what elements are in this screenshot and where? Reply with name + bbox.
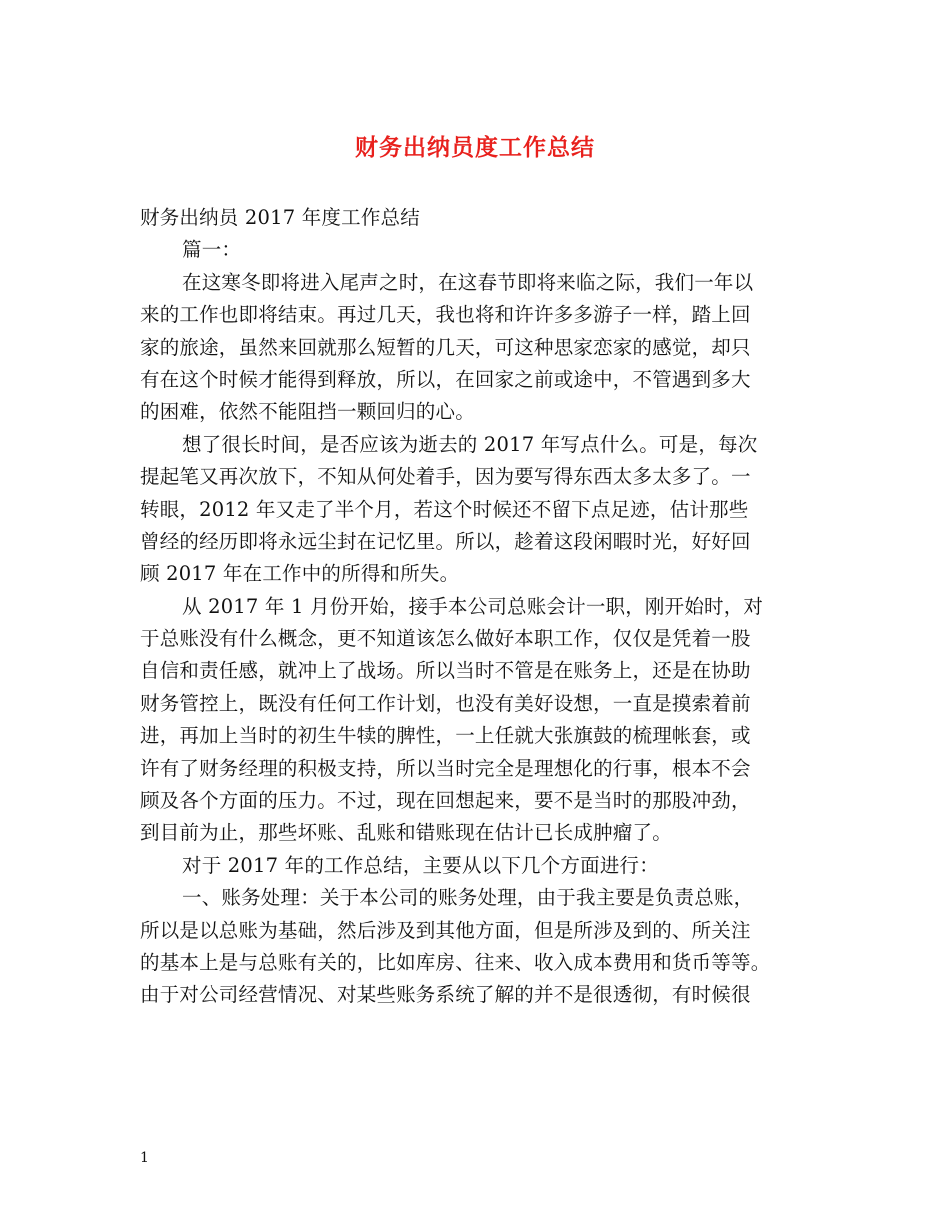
- text-line: 的困难，依然不能阻挡一颗回归的心。: [140, 400, 475, 424]
- text-line: 的基本上是与总账有关的，比如库房、往来、收入成本费用和货币等等。: [140, 950, 771, 974]
- text-line: 由于对公司经营情况、对某些账务系统了解的并不是很透彻，有时候很: [140, 983, 751, 1007]
- text-line: 一、账务处理：关于本公司的账务处理，由于我主要是负责总账，: [182, 886, 754, 910]
- document-title: 财务出纳员度工作总结: [355, 134, 595, 161]
- text-line: 来的工作也即将结束。再过几天，我也将和许许多多游子一样，踏上回: [140, 303, 751, 327]
- text-line: 财务出纳员 2017 年度工作总结: [140, 206, 420, 229]
- text-line: 自信和责任感，就冲上了战场。所以当时不管是在账务上，还是在协助: [140, 659, 751, 683]
- text-line: 财务管控上，既没有任何工作计划，也没有美好设想，一直是摸索着前: [140, 691, 751, 715]
- text-line: 于总账没有什么概念，更不知道该怎么做好本职工作，仅仅是凭着一股: [140, 627, 751, 651]
- text-line: 家的旅途，虽然来回就那么短暂的几天，可这种思家恋家的感觉，却只: [140, 335, 751, 359]
- text-line: 许有了财务经理的积极支持，所以当时完全是理想化的行事，根本不会: [140, 756, 751, 780]
- text-line: 有在这个时候才能得到释放，所以，在回家之前或途中，不管遇到多大: [140, 367, 751, 391]
- text-line: 顾 2017 年在工作中的所得和所失。: [140, 562, 460, 586]
- document-body: [140, 202, 820, 1012]
- text-line: 篇一：: [182, 238, 242, 262]
- text-line: 想了很长时间，是否应该为逝去的 2017 年写点什么。可是，每次: [182, 432, 758, 456]
- text-line: 提起笔又再次放下，不知从何处着手，因为要写得东西太多太多了。一: [140, 465, 751, 489]
- text-line: 从 2017 年 1 月份开始，接手本公司总账会计一职，刚开始时，对: [182, 594, 764, 618]
- text-line: 曾经的经历即将永远尘封在记忆里。所以，趁着这段闲暇时光，好好回: [140, 529, 751, 553]
- page-number: 1: [140, 1150, 149, 1166]
- text-line: 进，再加上当时的初生牛犊的脾性，一上任就大张旗鼓的梳理帐套，或: [140, 724, 751, 748]
- text-line: 所以是以总账为基础，然后涉及到其他方面，但是所涉及到的、所关注: [140, 918, 751, 942]
- text-line: 在这寒冬即将进入尾声之时，在这春节即将来临之际，我们一年以: [182, 270, 754, 294]
- text-line: 到目前为止，那些坏账、乱账和错账现在估计已长成肿瘤了。: [140, 821, 672, 845]
- text-line: 对于 2017 年的工作总结，主要从以下几个方面进行：: [182, 853, 659, 877]
- text-line: 转眼，2012 年又走了半个月，若这个时候还不留下点足迹，估计那些: [140, 497, 749, 521]
- text-line: 顾及各个方面的压力。不过，现在回想起来，要不是当时的那股冲劲，: [140, 789, 751, 813]
